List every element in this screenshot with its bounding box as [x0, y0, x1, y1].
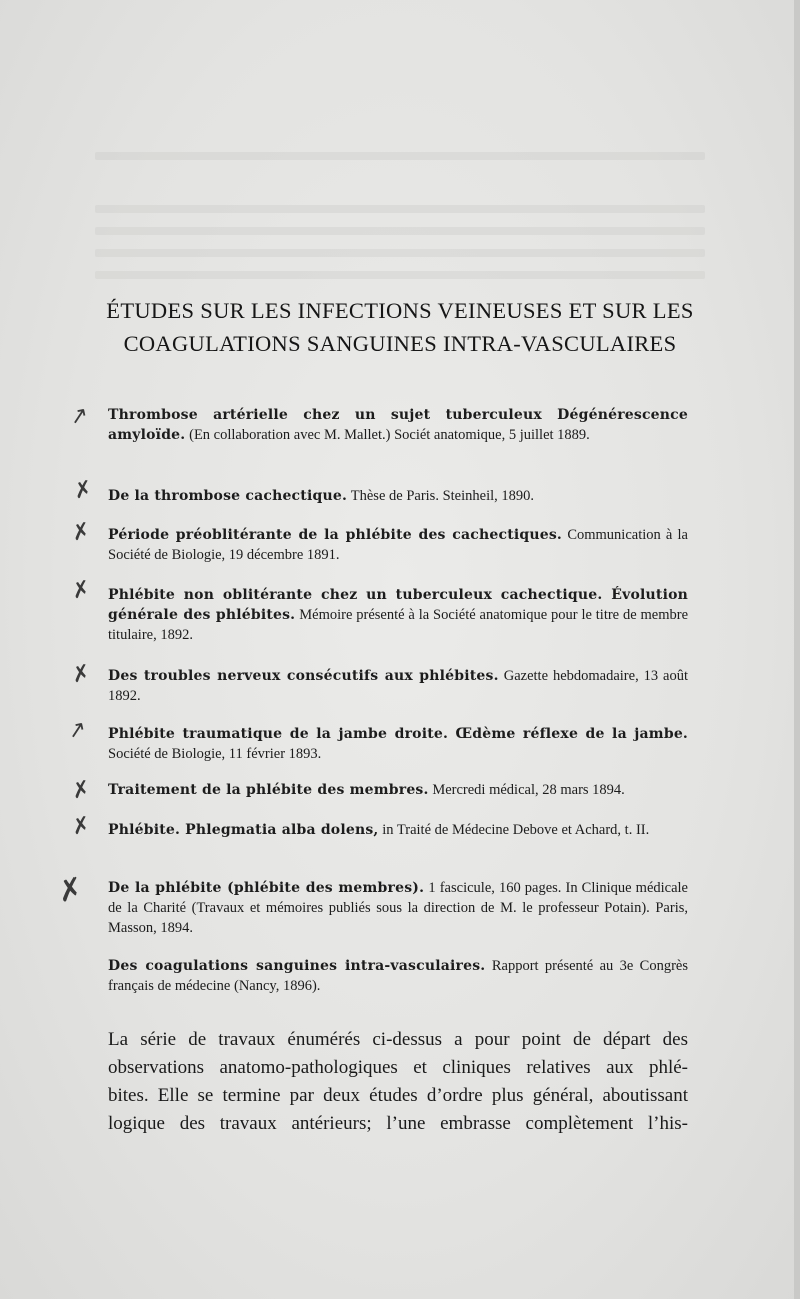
entry-description: Thèse de Paris. Steinheil, 1890.: [350, 488, 534, 504]
handwritten-check-icon: ✗: [69, 660, 93, 689]
handwritten-check-icon: ✗: [71, 476, 95, 505]
bibliography-entry: [108, 486, 688, 506]
bibliography-entry: [108, 878, 688, 938]
entry-description: (En collaboration avec M. Mallet.) Sociét anatomique, 5 juillet 1889.: [189, 427, 590, 443]
entry-heading: Période préoblitérante de la phlébite des cachectiques.: [108, 527, 563, 543]
entry-description: in Traité de Médecine Debove et Achard, t. II.: [382, 822, 650, 838]
handwritten-check-icon: ✗: [69, 576, 93, 605]
bibliography-entry: [108, 956, 688, 996]
entry-heading: Thrombose artérielle chez un sujet tuberculeux Dégénérescence amyloïde.: [108, 407, 688, 443]
paragraph-line: logique des travaux antérieurs; l’une embrasse complètement l’his-: [108, 1113, 688, 1134]
handwritten-check-icon: ↗: [65, 716, 89, 745]
paragraph-line: La série de travaux énumérés ci-dessus a pour point de départ des: [108, 1029, 688, 1050]
handwritten-check-icon: ✗: [69, 812, 93, 841]
handwritten-check-icon: ✗: [54, 870, 87, 911]
entry-heading: De la thrombose cachectique.: [108, 488, 348, 504]
show-through-line: [95, 249, 705, 257]
bibliography-entry: [108, 405, 688, 445]
entry-heading: Phlébite non oblitérante chez un tuberculeux cachectique. Évolution générale des phlébites.: [108, 587, 688, 623]
bibliography-entry: [108, 820, 688, 840]
bibliography-entry: [108, 724, 688, 764]
entry-heading: Phlébite. Phlegmatia alba dolens,: [108, 822, 379, 838]
entry-heading: Des coagulations sanguines intra-vasculaires.: [108, 958, 486, 974]
show-through-line: [95, 271, 705, 279]
page-edge: [794, 0, 800, 1299]
bibliography-entry: [108, 525, 688, 565]
entry-description: Mémoire présenté à la Société anatomique pour le titre de membre titulaire, 1892.: [108, 607, 689, 643]
title-line-1: ÉTUDES SUR LES INFECTIONS VEINEUSES ET SUR LES: [106, 298, 694, 323]
bibliography-entry: [108, 780, 688, 800]
bibliography-entry: [108, 585, 688, 645]
entry-heading: Phlébite traumatique de la jambe droite. Œdème réflexe de la jambe.: [108, 726, 688, 742]
entry-description: 1 fascicule, 160 pages. In Clinique médicale de la Charité (Travaux et mémoires publiés sous la direction de M. le professeur Potain). Paris, Masson, 1894.: [108, 880, 688, 936]
page-title: [60, 294, 740, 360]
entry-description: Gazette hebdomadaire, 13 août 1892.: [108, 668, 688, 704]
paragraph-line: bites. Elle se termine par deux études d’ordre plus général, aboutissant: [108, 1085, 688, 1106]
handwritten-check-icon: ↗: [67, 402, 91, 431]
handwritten-check-icon: ✗: [69, 776, 93, 805]
title-line-2: COAGULATIONS SANGUINES INTRA-VASCULAIRES: [123, 331, 677, 356]
entry-heading: Traitement de la phlébite des membres.: [108, 782, 429, 798]
entry-description: Société de Biologie, 11 février 1893.: [108, 746, 322, 762]
bibliography-entry: [108, 666, 688, 706]
handwritten-check-icon: ✗: [69, 518, 93, 547]
paragraph-line: observations anatomo-pathologiques et cliniques relatives aux phlé-: [108, 1057, 688, 1078]
body-paragraph: [108, 1026, 688, 1138]
entry-description: Rapport présenté au 3e Congrès français de médecine (Nancy, 1896).: [108, 958, 689, 994]
show-through-line: [95, 152, 705, 160]
entry-heading: Des troubles nerveux consécutifs aux phlébites.: [108, 668, 499, 684]
entry-heading: De la phlébite (phlébite des membres).: [108, 880, 425, 896]
show-through-line: [95, 205, 705, 213]
entry-description: Communication à la Société de Biologie, 19 décembre 1891.: [108, 527, 688, 563]
entry-description: Mercredi médical, 28 mars 1894.: [432, 782, 625, 798]
show-through-line: [95, 227, 705, 235]
